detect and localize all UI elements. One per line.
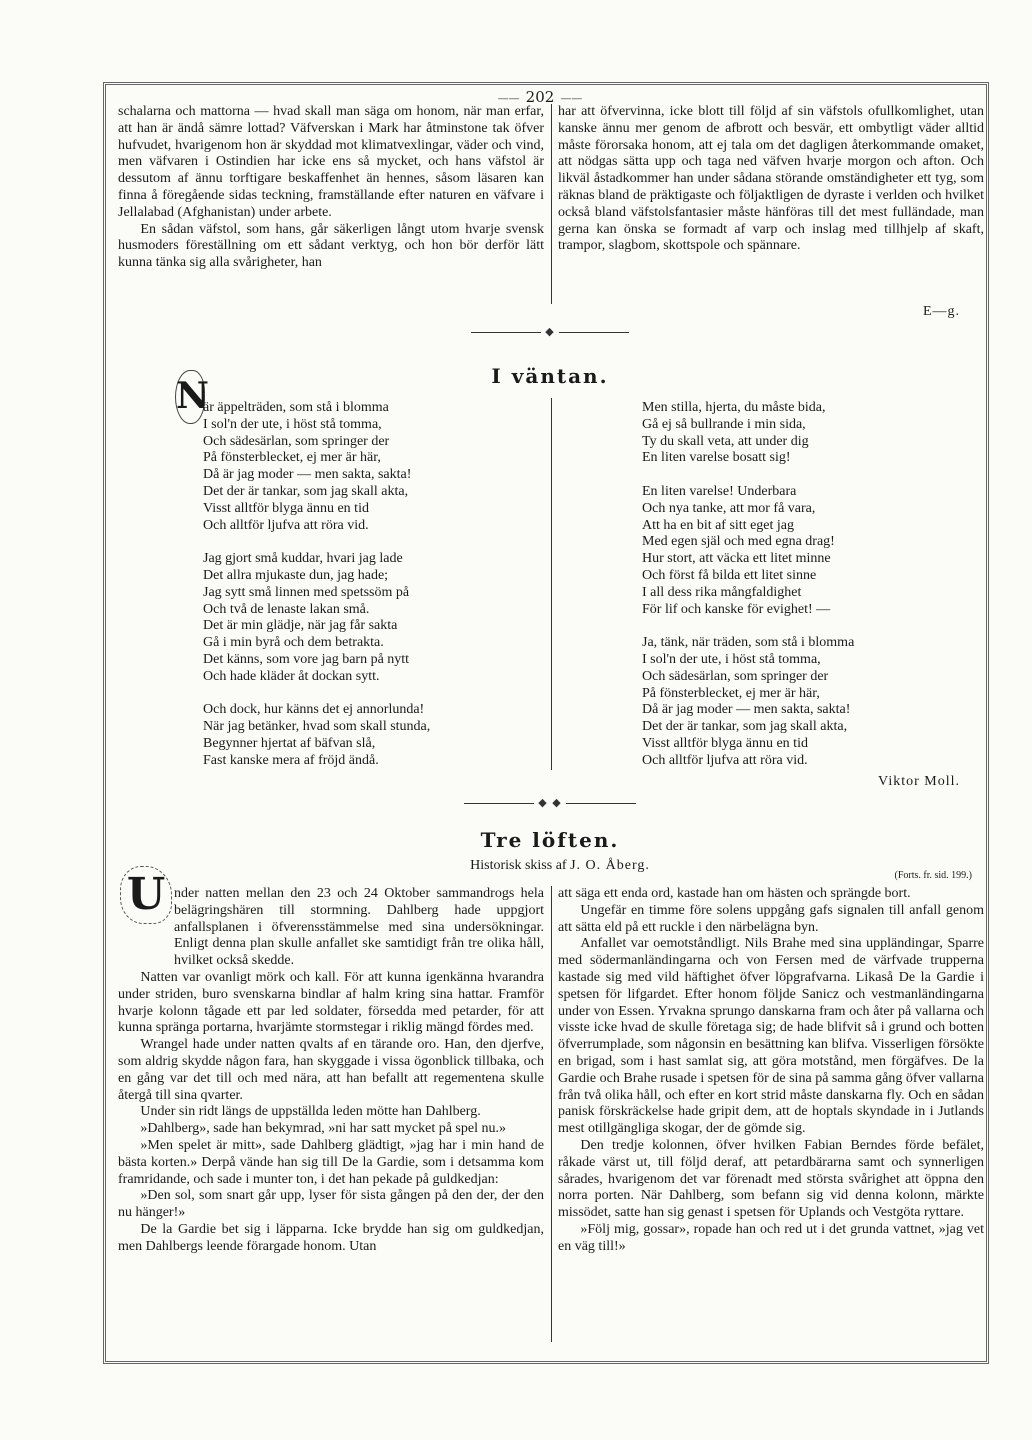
article1-right-column xyxy=(558,104,984,255)
poem-line: Det der är tankar, som jag skall akta, xyxy=(642,719,848,735)
article1-signature: E—g. xyxy=(922,304,960,319)
story-paragraph: Wrangel hade under natten qvalts af en tärande oro. Han, den djerfve, som aldrig skydde någon fara, han skyggade i vissa ögonblick tillbaka, och en gång var det till och med nära, att han befallt att regementena skulle återgå till sina qvarter. xyxy=(118,1037,544,1103)
poem-line: I all dess rika mångfaldighet xyxy=(642,584,802,600)
story-paragraph: Anfallet var oemotståndligt. Nils Brahe med sina uppländingar, Sparre med södermanländingarna och von Fersen med de värfvade trupperna kastade sig med vild häftighet öfver löpgrafvarna. Likaså De la Gardie i spetsen för lifgardet. Efter honom följde Sanicz och vestmanländingarna under von Essen. Yrvakna sprungo danskarna fram och åter på vallarna och visste icke hvad de skulle företaga sig; de hade blifvit så i grund och botten öfverrumplade, som någonsin en besättning kan blifva. Visserligen försökte en brigad, som i hast samlat sig, att göra motstånd, men förgäfves. De la Gardie och Brahe rusade i spetsen för de sina på samma gång öfver vallarna från två olika håll, och efter en kort strid måste danskarna fly. Och en sådan panisk förskräckelse hade gripit dem, att de hoptals skyndade in i Jutlands mest otillgängliga skogar, der de gömde sig. xyxy=(558,936,984,1137)
story-paragraph: »Dahlberg», sade han bekymrad, »ni har satt mycket på spel nu.» xyxy=(140,1121,506,1137)
poem-line: En liten varelse bosatt sig! xyxy=(642,450,791,466)
story-paragraph: Natten var ovanligt mörk och kall. För att kunna igenkänna hvarandra under striden, buro svenskarna bindlar af halm kring sina hattar. Framför hvarje kolonn tågade ett par led soldater, försedda med petarder, för att kunna spränga portarna, hvarjämte stormstegar i riklig mängd fördes med. xyxy=(118,969,544,1036)
story-paragraph: Ungefär en timme före solens uppgång gafs signalen till anfall genom att sätta eld på ett ruckle i den närbelägna byn. xyxy=(558,902,984,935)
poem-line: Begynner hjertat af bäfvan slå, xyxy=(203,735,376,751)
poem-line: På fönsterblecket, ej mer är här, xyxy=(203,450,381,466)
poem-line: är äppelträden, som stå i blomma xyxy=(203,400,389,415)
poem-line: Det allra mjukaste dun, jag hade; xyxy=(203,567,389,583)
poem-line: Och sädesärlan, som springer der xyxy=(203,433,390,449)
poem-line: Hur stort, att väcka ett litet minne xyxy=(642,551,831,567)
poem-line: Ty du skall veta, att under dig xyxy=(642,433,809,449)
poem-line: Då är jag moder — men sakta, sakta! xyxy=(642,702,851,718)
poem-line: Och först få bilda ett litet sinne xyxy=(642,567,817,583)
article1-left-column xyxy=(118,104,544,272)
page-number: —— 202 —— xyxy=(480,88,600,106)
column-rule xyxy=(551,398,552,770)
story-byline-prefix: Historisk skiss af xyxy=(470,858,567,873)
story-paragraph: »Men spelet är mitt», sade Dahlberg glädtigt, »jag har i min hand de bästa korten.» Derpå vände han sig till De la Gardie, som i detsamma kom framridande, och sade i munter ton, i det han pekade på guldkedjan: xyxy=(118,1137,544,1187)
story-title: Tre löften. xyxy=(480,828,620,852)
poem-line: Och alltför ljufva att röra vid. xyxy=(642,752,808,768)
poem-line: Att ha en bit af sitt eget jag xyxy=(642,517,795,533)
poem-line: Jag sytt små linnen med spetssöm på xyxy=(203,584,410,600)
poem-author: Viktor Moll. xyxy=(878,774,960,789)
poem-line: Med egen själ och med egna drag! xyxy=(642,534,835,550)
continuation-note: (Forts. fr. sid. 199.) xyxy=(894,870,972,881)
poem-line: En liten varelse! Underbara xyxy=(642,483,797,499)
poem-line: Och hade kläder åt dockan sytt. xyxy=(203,668,380,684)
poem-line: Och dock, hur känns det ej annorlunda! xyxy=(203,702,425,718)
poem-left-column xyxy=(203,400,430,770)
poem-right-column xyxy=(642,400,854,770)
poem-line: Visst alltför blyga ännu en tid xyxy=(203,500,369,516)
poem-line: Ja, tänk, när träden, som stå i blomma xyxy=(642,635,855,651)
poem-line: Och nya tanke, att mor få vara, xyxy=(642,500,816,516)
column-rule xyxy=(551,104,552,304)
article1-paragraph: har att öfvervinna, icke blott till följd af sin väfstols ofullkomlighet, utan kanske ännu mer genom de afbrott och besvär, ett ombytligt väder alltid måste förorsaka honom, att ej tala om det dagligen återkommande omaket, att nödgas sätta upp och taga ned väfven hvarje morgon och afton. Och likväl åstadkommer han under sådana störande omständigheter ett tyg, som räknas bland de präktigaste och följaktligen de dyraste i verlden och hvilket också bland väfstolsfantasier måste hänföras till det mest fulländade, man gerna kan önska se formadt af varp och inslag med tillhjelp af skaft, trampor, slagbom, skottspole och spännare. xyxy=(558,104,984,254)
story-paragraph: Den tredje kolonnen, öfver hvilken Fabian Berndes förde befälet, råkade värst ut, till följd deraf, att petardbärarna samt och synnerligen sårades, hvarigenom det var förenadt med största svårighet att öppna den norra porten. När Dahlberg, som befann sig vid denna kolonn, märkte missödet, satte han sig genast i spetsen för Uplands och Vestgöta ryttare. xyxy=(558,1137,984,1221)
story-paragraph: Under sin ridt längs de uppställda leden mötte han Dahlberg. xyxy=(140,1104,481,1120)
poem-drop-cap: N xyxy=(175,370,205,424)
story-paragraph: »Följ mig, gossar», ropade han och red ut i det grunda vattnet, »jag vet en väg till!» xyxy=(558,1221,984,1254)
story-byline xyxy=(430,858,690,874)
section-ornament: ◆ xyxy=(400,325,700,338)
story-author: J. O. Åberg. xyxy=(570,858,650,873)
poem-line: Gå i min byrå och dem betrakta. xyxy=(203,635,384,651)
poem-line: Då är jag moder — men sakta, sakta! xyxy=(203,467,412,483)
poem-line: Och sädesärlan, som springer der xyxy=(642,668,829,684)
article1-paragraph: En sådan väfstol, som hans, går säkerligen långt utom hvarje svensk husmoders föreställning om ett sådant verktyg, och hon bör derför lätt kunna tänka sig alla svårigheter, han xyxy=(118,221,544,271)
poem-line: I sol'n der ute, i höst stå tomma, xyxy=(642,651,821,667)
section-ornament: ◆ ◆ xyxy=(400,796,700,809)
poem-line: Fast kanske mera af fröjd ändå. xyxy=(203,752,379,768)
poem-line: Gå ej så bullrande i min sida, xyxy=(642,416,806,432)
story-paragraph: De la Gardie bet sig i läpparna. Icke brydde han sig om guldkedjan, men Dahlbergs leende förargade honom. Utan xyxy=(118,1221,544,1254)
story-paragraph: nder natten mellan den 23 och 24 Oktober sammandrogs hela belägringshären till stormning. Dahlberg hade uppgjort anfallsplanen i öfverensstämmelse med sina undersökningar. Enligt denna plan skulle anfallet ske samtidigt från tre olika håll, hvilket också skedde. xyxy=(174,886,544,969)
poem-line: När jag betänker, hvad som skall stunda, xyxy=(203,719,431,735)
story-paragraph: »Den sol, som snart går upp, lyser för sista gången på den der, der den nu hänger!» xyxy=(118,1188,544,1221)
poem-line: I sol'n der ute, i höst stå tomma, xyxy=(203,416,382,432)
column-rule xyxy=(551,886,552,1342)
poem-line: Men stilla, hjerta, du måste bida, xyxy=(642,400,826,415)
story-drop-cap: U xyxy=(120,866,172,924)
poem-line: Och två de lenaste lakan små. xyxy=(203,601,370,617)
poem-line: Det känns, som vore jag barn på nytt xyxy=(203,651,410,667)
poem-line: Och alltför ljufva att röra vid. xyxy=(203,517,369,533)
poem-title: I väntan. xyxy=(491,364,609,388)
poem-line: På fönsterblecket, ej mer är här, xyxy=(642,685,820,701)
article1-paragraph: schalarna och mattorna — hvad skall man säga om honom, när man erfar, att han är ändå sämre lottad? Väfverskan i Mark har åtminstone tak öfver hufvudet, hvarigenom hon är skyddad mot klimatvexlingar, väder och vind, men väfvaren i Ostindien har icke ens så mycket, och hans väfstol är dessutom af ännu torftigare beskaffenhet än hennes, såsom läsaren kan finna å föregående sidas teckning, framställande efter naturen en väfvare i Jellalabad (Afghanistan) under arbete. xyxy=(118,104,544,220)
story-paragraph: att säga ett enda ord, kastade han om hästen och sprängde bort. xyxy=(558,886,911,901)
story-left-column xyxy=(118,886,544,1256)
poem-line: Jag gjort små kuddar, hvari jag lade xyxy=(203,551,403,567)
poem-line: Visst alltför blyga ännu en tid xyxy=(642,735,808,751)
story-right-column xyxy=(558,886,984,1256)
poem-line: Det är min glädje, när jag får sakta xyxy=(203,618,398,634)
poem-line: För lif och kanske för evighet! — xyxy=(642,601,831,617)
poem-line: Det der är tankar, som jag skall akta, xyxy=(203,483,409,499)
